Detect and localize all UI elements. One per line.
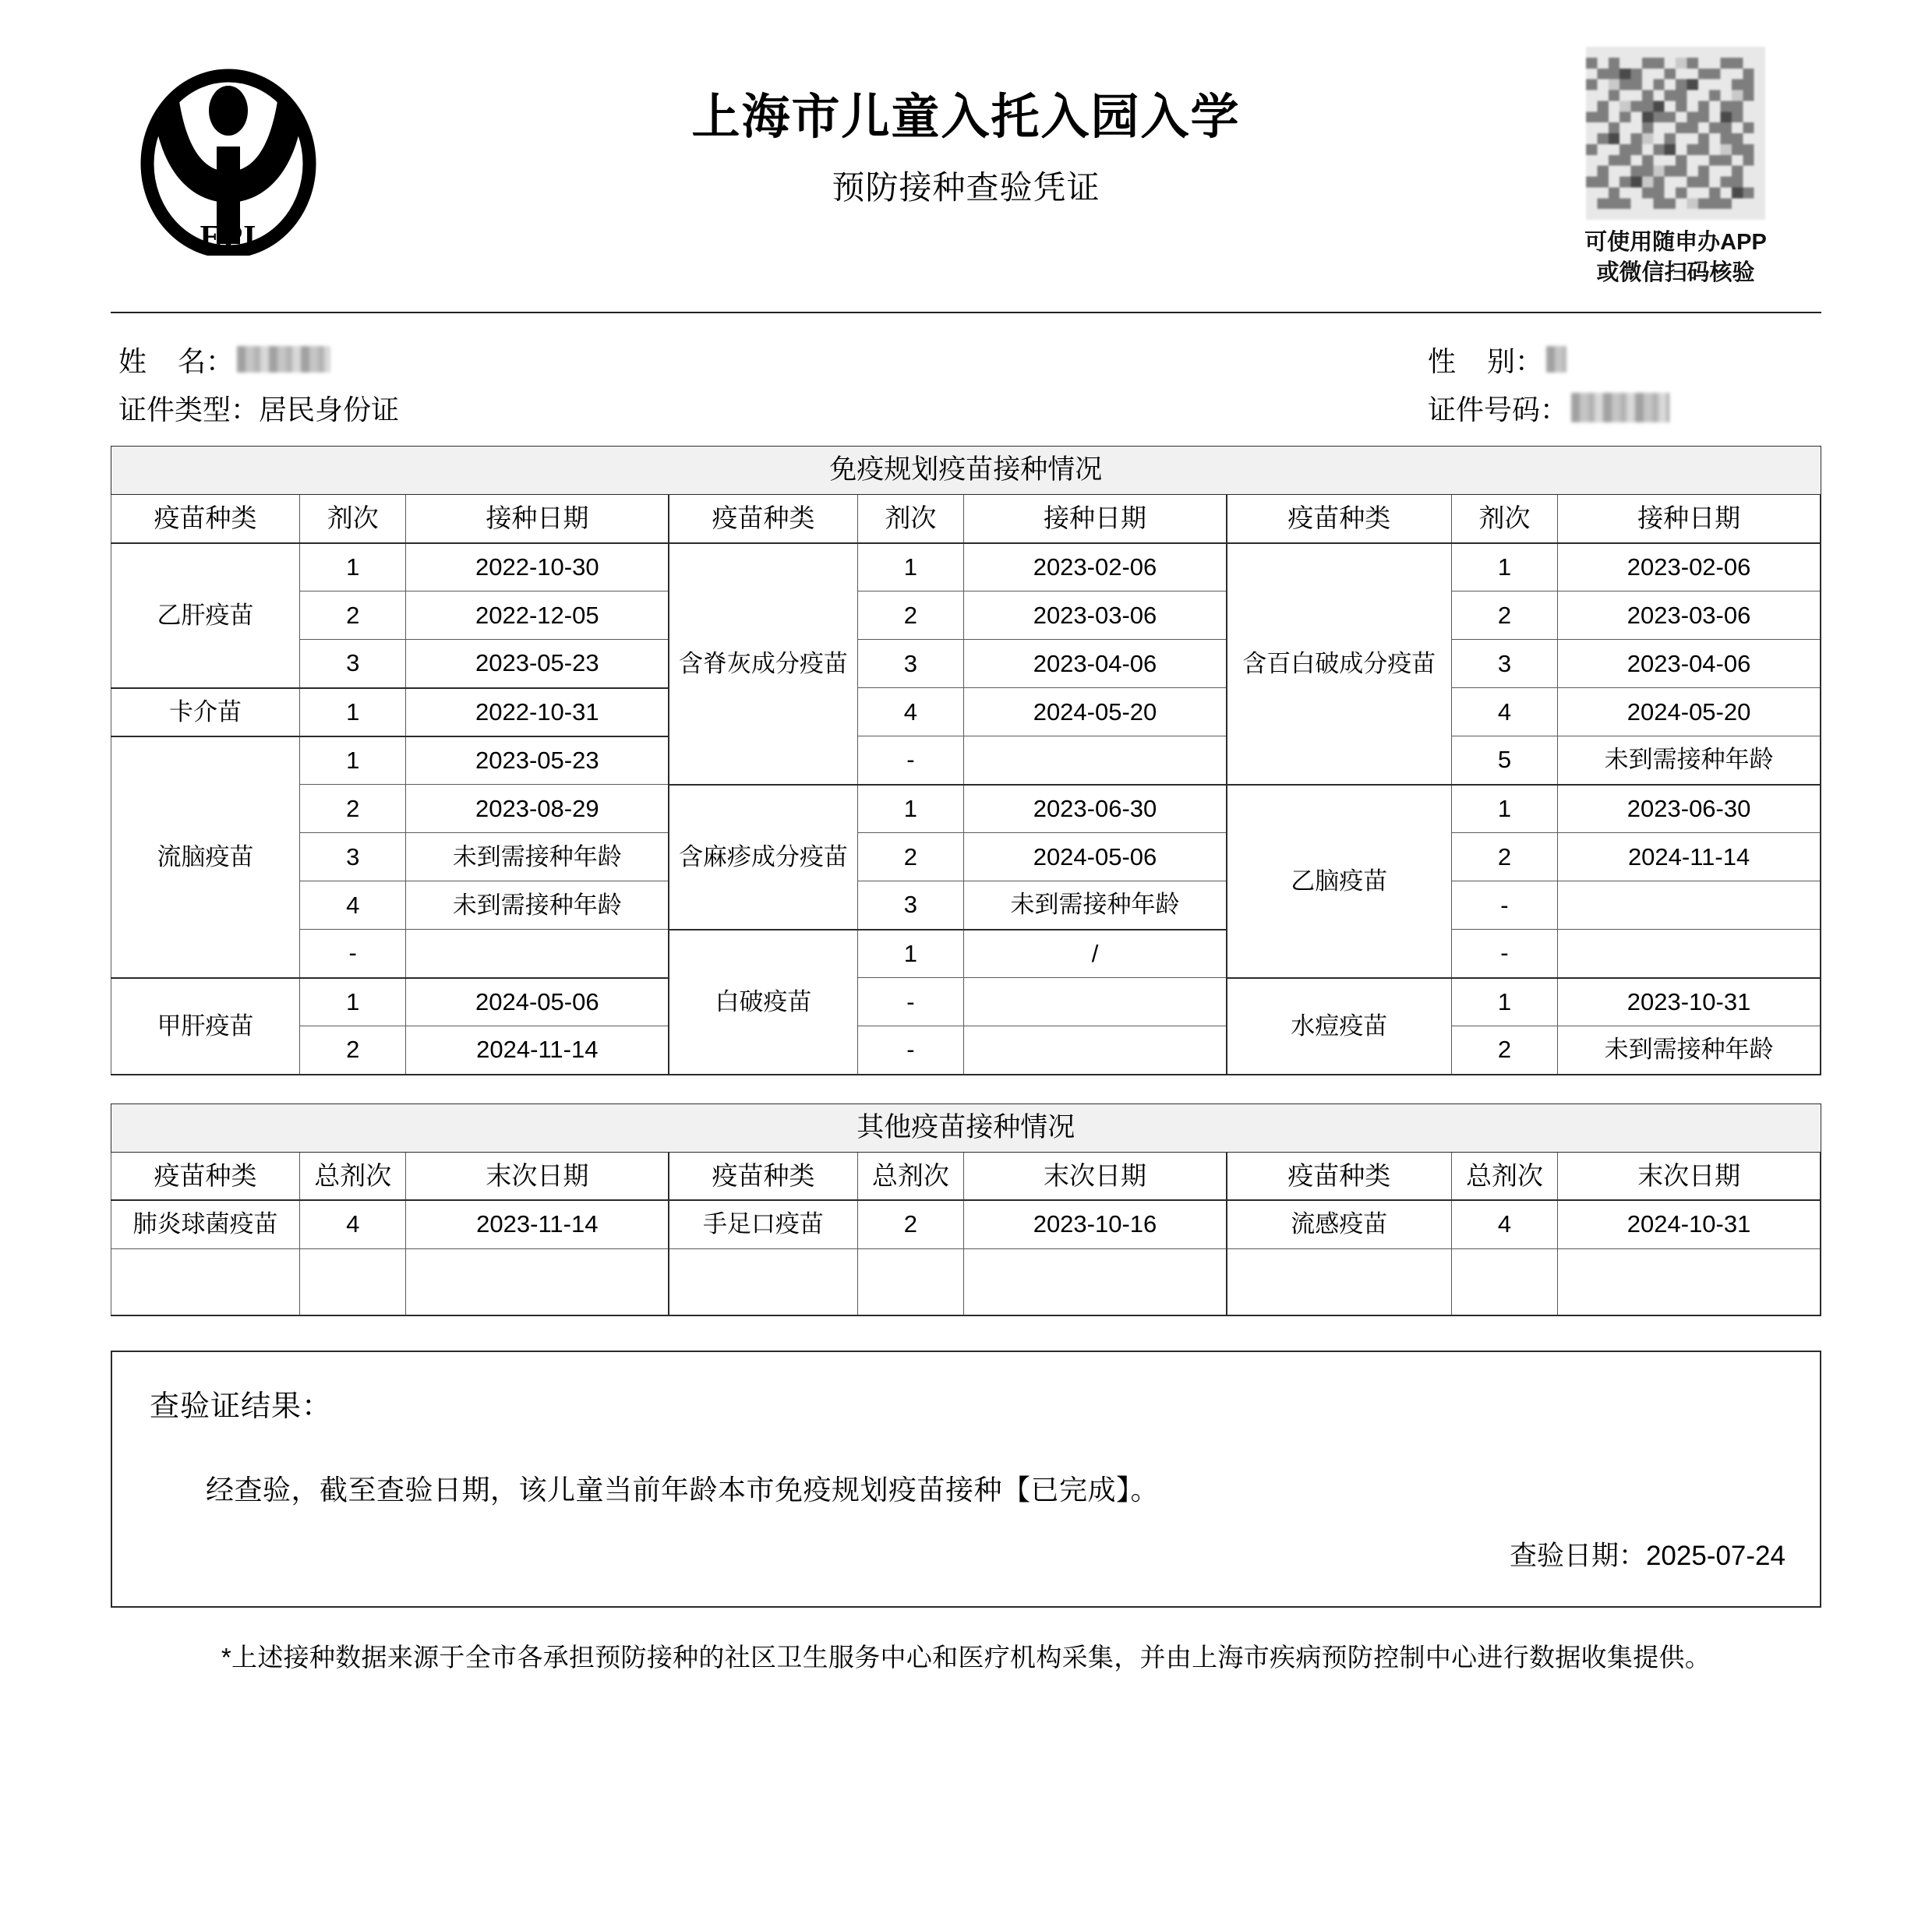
vaccine-name-cell: 乙脑疫苗 bbox=[1227, 785, 1451, 978]
epi-header-cell: 接种日期 bbox=[1558, 495, 1821, 543]
vaccine-name-cell bbox=[1227, 1248, 1451, 1315]
table-row bbox=[111, 1248, 1821, 1315]
vaccination-date-cell: 2023-05-23 bbox=[406, 640, 669, 688]
total-dose-cell bbox=[857, 1248, 963, 1315]
dose-number-cell: 1 bbox=[300, 978, 406, 1026]
vaccine-name-cell bbox=[111, 1248, 300, 1315]
dose-number-cell: 4 bbox=[857, 688, 963, 736]
vaccine-name-cell: 流脑疫苗 bbox=[111, 736, 300, 978]
table-row bbox=[111, 930, 1821, 978]
identity-section bbox=[111, 335, 1821, 432]
vaccination-date-cell: 2024-11-14 bbox=[406, 1026, 669, 1075]
vaccination-date-cell: 2023-06-30 bbox=[1558, 785, 1821, 833]
verification-date: 查验日期：2025-07-24 bbox=[1509, 1541, 1785, 1571]
id-type-label: 证件类型： bbox=[118, 393, 260, 426]
vaccine-name-cell: 卡介苗 bbox=[111, 688, 300, 736]
other-header-cell: 末次日期 bbox=[964, 1152, 1227, 1200]
dose-number-cell: 4 bbox=[300, 881, 406, 930]
vaccine-name-cell: 流感疫苗 bbox=[1227, 1200, 1451, 1248]
table-row bbox=[111, 785, 1821, 833]
vaccination-date-cell: 2023-06-30 bbox=[964, 785, 1227, 833]
vaccine-name-cell bbox=[669, 1248, 857, 1315]
verification-result-box bbox=[111, 1351, 1821, 1608]
total-dose-cell: 4 bbox=[300, 1200, 406, 1248]
dose-number-cell: 2 bbox=[1451, 833, 1557, 881]
dose-number-cell: - bbox=[857, 736, 963, 785]
last-dose-date-cell: 2023-11-14 bbox=[406, 1200, 669, 1248]
name-value-redacted bbox=[237, 346, 330, 373]
dose-number-cell: - bbox=[857, 1026, 963, 1075]
total-dose-cell bbox=[1451, 1248, 1557, 1315]
vaccination-date-cell: 2024-05-06 bbox=[964, 833, 1227, 881]
dose-number-cell: 1 bbox=[300, 688, 406, 736]
dose-number-cell: 3 bbox=[300, 640, 406, 688]
epi-header-cell: 接种日期 bbox=[964, 495, 1227, 543]
vaccination-date-cell: 2024-11-14 bbox=[1558, 833, 1821, 881]
other-header-cell: 末次日期 bbox=[406, 1152, 669, 1200]
epi-vaccination-table bbox=[111, 446, 1821, 1075]
table-row bbox=[111, 640, 1821, 688]
dose-number-cell: - bbox=[857, 978, 963, 1026]
table-row bbox=[111, 881, 1821, 930]
id-number-value-redacted bbox=[1571, 393, 1669, 422]
last-dose-date-cell: 2024-10-31 bbox=[1558, 1200, 1821, 1248]
result-statement: 经查验，截至查验日期，该儿童当前年龄本市免疫规划疫苗接种【已完成】。 bbox=[206, 1474, 1160, 1506]
epi-header-cell: 疫苗种类 bbox=[669, 495, 857, 543]
vaccination-date-cell: 2024-05-06 bbox=[406, 978, 669, 1026]
epi-header-cell: 接种日期 bbox=[406, 495, 669, 543]
last-dose-date-cell bbox=[964, 1248, 1227, 1315]
name-field bbox=[111, 340, 890, 380]
vaccination-date-cell: 2022-10-30 bbox=[406, 543, 669, 591]
document-title: 上海市儿童入托入园入学 bbox=[691, 90, 1241, 144]
dose-number-cell: 4 bbox=[1451, 688, 1557, 736]
vaccination-date-cell: 未到需接种年龄 bbox=[964, 881, 1227, 930]
table-row bbox=[111, 833, 1821, 881]
epi-logo bbox=[131, 61, 326, 256]
vaccination-date-cell: 未到需接种年龄 bbox=[1558, 736, 1821, 785]
footnote: *上述接种数据来源于全市各承担预防接种的社区卫生服务中心和医疗机构采集，并由上海市疾病预防控制中心进行数据收集提供。 bbox=[221, 1643, 1711, 1672]
identity-row-2 bbox=[111, 383, 1821, 432]
dose-number-cell: 2 bbox=[300, 1026, 406, 1075]
vaccine-name-cell: 含麻疹成分疫苗 bbox=[669, 785, 857, 930]
vaccination-date-cell bbox=[406, 930, 669, 978]
sex-value-redacted bbox=[1546, 346, 1566, 373]
dose-number-cell: 1 bbox=[857, 930, 963, 978]
dose-number-cell: 1 bbox=[1451, 543, 1557, 591]
vaccination-date-cell bbox=[964, 736, 1227, 785]
dose-number-cell: - bbox=[1451, 881, 1557, 930]
other-header-cell: 总剂次 bbox=[1451, 1152, 1557, 1200]
vaccination-date-cell: / bbox=[964, 930, 1227, 978]
total-dose-cell bbox=[300, 1248, 406, 1315]
epi-header-cell: 疫苗种类 bbox=[111, 495, 300, 543]
other-header-cell: 总剂次 bbox=[300, 1152, 406, 1200]
epi-header-cell: 剂次 bbox=[857, 495, 963, 543]
other-vaccination-table bbox=[111, 1103, 1821, 1317]
id-type-field bbox=[111, 388, 890, 428]
total-dose-cell: 4 bbox=[1451, 1200, 1557, 1248]
vaccination-date-cell bbox=[964, 1026, 1227, 1075]
table-row bbox=[111, 978, 1821, 1026]
vaccination-date-cell: 未到需接种年龄 bbox=[1558, 1026, 1821, 1075]
vaccine-name-cell: 水痘疫苗 bbox=[1227, 978, 1451, 1075]
epi-header-cell: 剂次 bbox=[1451, 495, 1557, 543]
dose-number-cell: 3 bbox=[1451, 640, 1557, 688]
vaccination-date-cell: 2023-04-06 bbox=[1558, 640, 1821, 688]
result-title: 查验证结果： bbox=[150, 1390, 333, 1423]
vaccine-name-cell: 乙肝疫苗 bbox=[111, 543, 300, 688]
sex-field bbox=[890, 340, 1669, 380]
name-label: 姓 名： bbox=[118, 344, 235, 377]
vaccine-name-cell: 肺炎球菌疫苗 bbox=[111, 1200, 300, 1248]
identity-row-1 bbox=[111, 335, 1821, 383]
vaccination-date-cell: 2022-10-31 bbox=[406, 688, 669, 736]
epi-header-cell: 疫苗种类 bbox=[1227, 495, 1451, 543]
table-row bbox=[111, 736, 1821, 785]
qr-caption bbox=[1539, 228, 1812, 288]
dose-number-cell: 2 bbox=[1451, 1026, 1557, 1075]
dose-number-cell: 5 bbox=[1451, 736, 1557, 785]
dose-number-cell: 3 bbox=[300, 833, 406, 881]
vaccination-date-cell: 未到需接种年龄 bbox=[406, 833, 669, 881]
qr-caption-line1: 可使用随申办APP bbox=[1584, 230, 1767, 255]
dose-number-cell: 1 bbox=[1451, 978, 1557, 1026]
dose-number-cell: 2 bbox=[1451, 591, 1557, 640]
vaccination-date-cell: 2023-10-31 bbox=[1558, 978, 1821, 1026]
epi-table-band: 免疫规划疫苗接种情况 bbox=[111, 447, 1821, 495]
qr-code[interactable] bbox=[1586, 47, 1765, 220]
dose-number-cell: 3 bbox=[857, 640, 963, 688]
other-header-cell: 疫苗种类 bbox=[1227, 1152, 1451, 1200]
dose-number-cell: 2 bbox=[300, 785, 406, 833]
qr-caption-line2: 或微信扫码核验 bbox=[1596, 260, 1755, 286]
vaccine-name-cell: 手足口疫苗 bbox=[669, 1200, 857, 1248]
vaccine-name-cell: 甲肝疫苗 bbox=[111, 978, 300, 1075]
epi-header-cell: 剂次 bbox=[300, 495, 406, 543]
vaccination-date-cell: 2023-02-06 bbox=[964, 543, 1227, 591]
last-dose-date-cell: 2023-10-16 bbox=[964, 1200, 1227, 1248]
dose-number-cell: 3 bbox=[857, 881, 963, 930]
dose-number-cell: - bbox=[300, 930, 406, 978]
vaccination-date-cell: 2024-05-20 bbox=[964, 688, 1227, 736]
table-row bbox=[111, 1200, 1821, 1248]
vaccination-date-cell bbox=[1558, 930, 1821, 978]
table-row bbox=[111, 1026, 1821, 1075]
header-divider bbox=[111, 312, 1821, 313]
dose-number-cell: 2 bbox=[857, 833, 963, 881]
sex-label: 性 别： bbox=[1428, 344, 1544, 377]
vaccination-date-cell: 2023-04-06 bbox=[964, 640, 1227, 688]
id-number-label: 证件号码： bbox=[1428, 393, 1569, 426]
id-type-value: 居民身份证 bbox=[259, 393, 400, 426]
dose-number-cell: 2 bbox=[300, 591, 406, 640]
vaccination-date-cell: 2023-03-06 bbox=[964, 591, 1227, 640]
dose-number-cell: - bbox=[1451, 930, 1557, 978]
vaccination-date-cell: 2023-08-29 bbox=[406, 785, 669, 833]
vaccination-date-cell: 2022-12-05 bbox=[406, 591, 669, 640]
other-table-band: 其他疫苗接种情况 bbox=[111, 1103, 1821, 1152]
dose-number-cell: 1 bbox=[300, 543, 406, 591]
other-header-cell: 疫苗种类 bbox=[111, 1152, 300, 1200]
other-header-cell: 末次日期 bbox=[1558, 1152, 1821, 1200]
document-header bbox=[111, 0, 1821, 312]
vaccination-date-cell: 2023-03-06 bbox=[1558, 591, 1821, 640]
svg-text:EPI: EPI bbox=[200, 220, 257, 256]
document-subtitle: 预防接种查验凭证 bbox=[832, 169, 1100, 207]
vaccination-date-cell bbox=[1558, 881, 1821, 930]
last-dose-date-cell bbox=[406, 1248, 669, 1315]
vaccine-name-cell: 含脊灰成分疫苗 bbox=[669, 543, 857, 785]
dose-number-cell: 2 bbox=[857, 591, 963, 640]
table-row bbox=[111, 591, 1821, 640]
dose-number-cell: 1 bbox=[857, 543, 963, 591]
id-number-field bbox=[890, 388, 1669, 428]
vaccination-date-cell: 2024-05-20 bbox=[1558, 688, 1821, 736]
other-header-cell: 总剂次 bbox=[857, 1152, 963, 1200]
dose-number-cell: 1 bbox=[300, 736, 406, 785]
other-header-cell: 疫苗种类 bbox=[669, 1152, 857, 1200]
vaccination-date-cell: 未到需接种年龄 bbox=[406, 881, 669, 930]
table-row bbox=[111, 688, 1821, 736]
dose-number-cell: 1 bbox=[857, 785, 963, 833]
vaccine-name-cell: 白破疫苗 bbox=[669, 930, 857, 1075]
dose-number-cell: 1 bbox=[1451, 785, 1557, 833]
vaccination-date-cell: 2023-05-23 bbox=[406, 736, 669, 785]
qr-block bbox=[1539, 47, 1812, 288]
last-dose-date-cell bbox=[1558, 1248, 1821, 1315]
total-dose-cell: 2 bbox=[857, 1200, 963, 1248]
vaccination-date-cell: 2023-02-06 bbox=[1558, 543, 1821, 591]
vaccine-name-cell: 含百白破成分疫苗 bbox=[1227, 543, 1451, 785]
table-row bbox=[111, 543, 1821, 591]
vaccination-date-cell bbox=[964, 978, 1227, 1026]
